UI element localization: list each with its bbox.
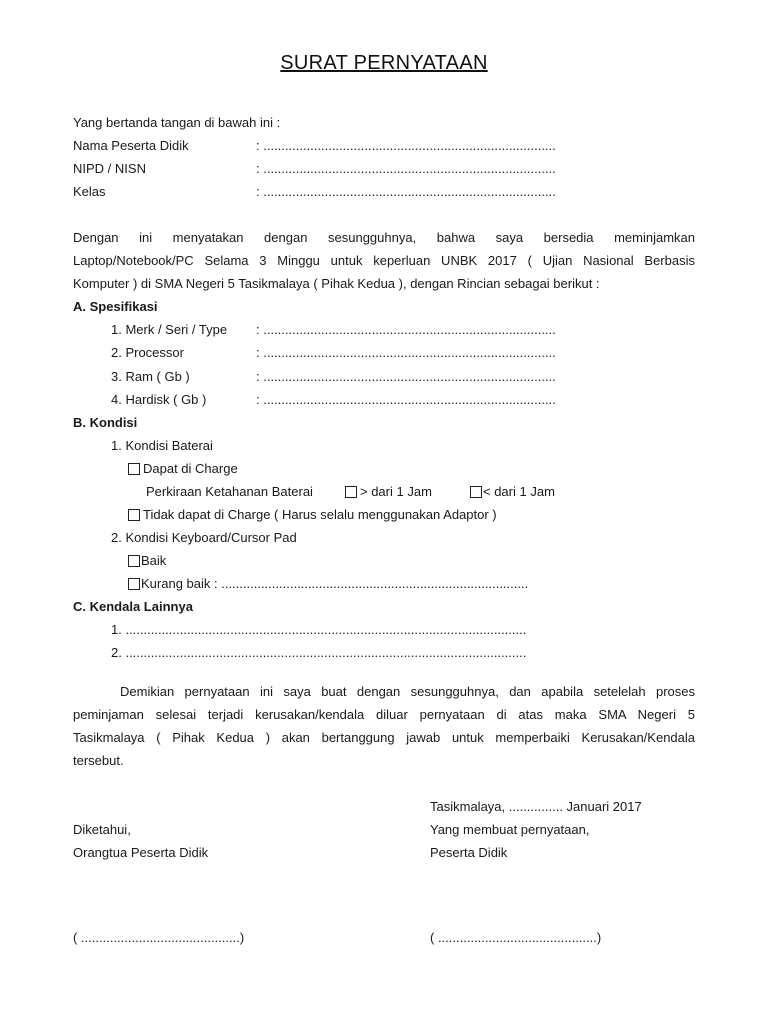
keyboard-not-good-checkbox[interactable] xyxy=(128,578,140,590)
less-than-1h-option[interactable] xyxy=(470,484,555,500)
more-than-1h-label: > dari 1 Jam xyxy=(360,484,432,499)
spec-processor-field[interactable]: : ................................................................................. xyxy=(256,345,556,360)
document-title: SURAT PERNYATAAN xyxy=(280,52,488,74)
place-date: Tasikmalaya, ............... Januari 2017 xyxy=(430,799,642,814)
statement-line: Laptop/Notebook/PC Selama 3 Minggu untuk keperluan UNBK 2017 ( Ujian Nasional Berbasis xyxy=(73,253,695,268)
student-label: Peserta Didik xyxy=(430,845,508,860)
student-signature-blank[interactable]: ( ............................................) xyxy=(430,930,602,945)
class-field[interactable]: : ................................................................................. xyxy=(256,184,556,199)
more-than-1h-checkbox[interactable] xyxy=(345,486,357,498)
can-charge-label: Dapat di Charge xyxy=(143,461,238,476)
spec-ram-label: 3. Ram ( Gb ) xyxy=(111,369,190,384)
spec-brand-field[interactable]: : ................................................................................. xyxy=(256,322,556,337)
closing-paragraph xyxy=(73,680,695,772)
other-issue-line-2[interactable]: 2. ............................................................................................................... xyxy=(111,645,527,660)
less-than-1h-label: < dari 1 Jam xyxy=(483,484,555,499)
can-charge-option[interactable] xyxy=(128,461,238,477)
keyboard-good-label: Baik xyxy=(141,553,167,568)
battery-estimate-label: Perkiraan Ketahanan Baterai xyxy=(146,484,313,499)
more-than-1h-option[interactable] xyxy=(345,484,432,500)
section-b-heading: B. Kondisi xyxy=(73,415,138,430)
cannot-charge-checkbox[interactable] xyxy=(128,509,140,521)
nipd-nisn-field[interactable]: : ................................................................................. xyxy=(256,161,556,176)
spec-hardisk-field[interactable]: : ................................................................................. xyxy=(256,392,556,407)
spec-brand-label: 1. Merk / Seri / Type xyxy=(111,322,228,337)
intro-text: Yang bertanda tangan di bawah ini : xyxy=(73,115,281,130)
closing-line: tersebut. xyxy=(73,753,124,768)
other-issue-line-1[interactable]: 1. ............................................................................................................... xyxy=(111,622,527,637)
keyboard-condition-label: 2. Kondisi Keyboard/Cursor Pad xyxy=(111,530,297,545)
nipd-nisn-label: NIPD / NISN xyxy=(73,161,146,176)
parent-signature-blank[interactable]: ( ............................................) xyxy=(73,930,245,945)
class-label: Kelas xyxy=(73,184,106,199)
student-name-field[interactable]: : ................................................................................. xyxy=(256,138,556,153)
parent-label: Orangtua Peserta Didik xyxy=(73,845,209,860)
keyboard-good-option[interactable] xyxy=(128,553,166,569)
keyboard-good-checkbox[interactable] xyxy=(128,555,140,567)
closing-line: Tasikmalaya ( Pihak Kedua ) akan bertanggung jawab untuk memperbaiki Kerusakan/Kendala xyxy=(73,730,695,745)
cannot-charge-label: Tidak dapat di Charge ( Harus selalu menggunakan Adaptor ) xyxy=(143,507,497,522)
student-name-label: Nama Peserta Didik xyxy=(73,138,189,153)
closing-line: Demikian pernyataan ini saya buat dengan sesungguhnya, dan apabila setelelah proses xyxy=(120,684,695,699)
known-by-label: Diketahui, xyxy=(73,822,131,837)
spec-hardisk-label: 4. Hardisk ( Gb ) xyxy=(111,392,207,407)
cannot-charge-option[interactable] xyxy=(128,507,497,523)
statement-maker-label: Yang membuat pernyataan, xyxy=(430,822,590,837)
spec-processor-label: 2. Processor xyxy=(111,345,184,360)
less-than-1h-checkbox[interactable] xyxy=(470,486,482,498)
can-charge-checkbox[interactable] xyxy=(128,463,140,475)
section-c-heading: C. Kendala Lainnya xyxy=(73,599,193,614)
closing-line: peminjaman selesai terjadi kerusakan/kendala diluar pernyataan di atas maka SMA Negeri 5 xyxy=(73,707,695,722)
keyboard-not-good-label: Kurang baik : ..................................................................................... xyxy=(141,576,529,591)
section-a-heading: A. Spesifikasi xyxy=(73,299,158,314)
statement-line: Komputer ) di SMA Negeri 5 Tasikmalaya ( Pihak Kedua ), dengan Rincian sebagai berikut : xyxy=(73,276,600,291)
spec-ram-field[interactable]: : ................................................................................. xyxy=(256,369,556,384)
battery-condition-label: 1. Kondisi Baterai xyxy=(111,438,213,453)
statement-paragraph xyxy=(73,226,695,295)
keyboard-not-good-option[interactable] xyxy=(128,576,528,592)
statement-line: Dengan ini menyatakan dengan sesungguhnya, bahwa saya bersedia meminjamkan xyxy=(73,230,695,245)
